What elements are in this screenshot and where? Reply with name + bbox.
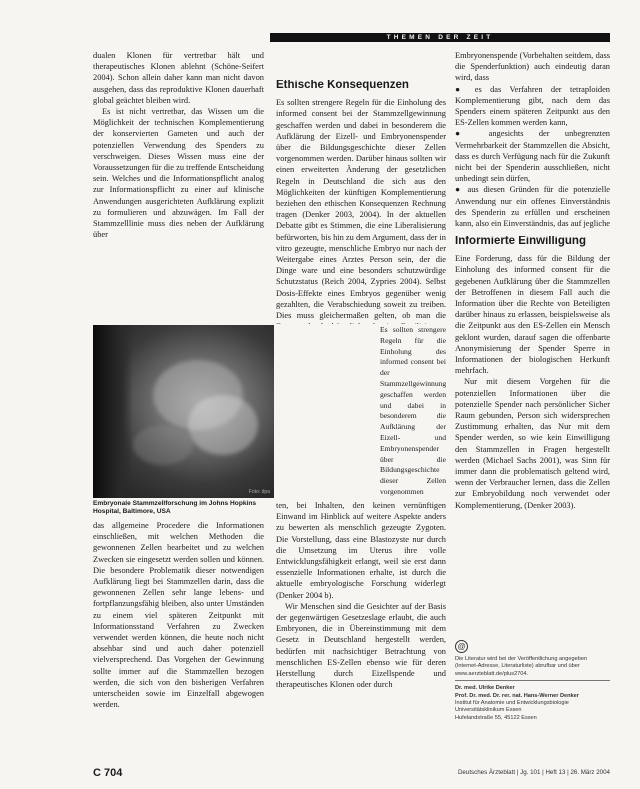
section-heading: Informierte Einwilligung xyxy=(455,236,586,247)
paragraph: Es sollten strengere Regeln für die Einholung des informed consent bei der Stammzellgewinnung geschaffen werden und dabei in besonderem die Aufklärung der Eizell- und Embryonenspender über die Bildungsgeschichte dieser Zellen vorgenommen xyxy=(380,325,446,496)
paragraph: das allgemeine Procedere die Informationen einschließen, mit welchen Methoden die gewonnenen Zellen bearbeitet und zu welchen Zwecken sie eingesetzt werden sollen und können. Die besondere Problematik dieser notwendigen Aufklärung liegt bei Stammzellen darin, dass die gewonnenen Zellen sehr lange lebens- und fortpflanzungsfähig bleiben, also unter Umständen zu einem viel späteren Zeitpunkt mit Informationsstand Verfahren zu Zwecken verwendet werden können, die heute noch nicht absehbar sind und auch daher potenziell vielversprechend. Das Vorgehen der Gewinnung sollte immer auf die Stammzellen bezogen werden, die sich von den bisherigen Verfahren unterscheiden sowie im Einzelfall abgewogen werden. xyxy=(93,521,264,710)
journal-citation: Deutsches Ärzteblatt | Jg. 101 | Heft 13 | 26. März 2004 xyxy=(457,769,610,776)
photo-credit: Foto: dpa xyxy=(248,489,270,495)
reference-box xyxy=(455,640,610,722)
address-line: Hufelandstraße 55, 45122 Essen xyxy=(455,714,537,721)
column-1-top xyxy=(93,50,264,322)
article-photo xyxy=(93,325,274,498)
literature-note: Die Literatur wird bei der Veröffentlichung angegeben (Internet-Adresse, Literaturliste) abrufbar und über www.aerzteblatt.de/plus2704. xyxy=(455,656,588,677)
author-name: Dr. med. Ulrike Denker xyxy=(455,685,515,692)
paragraph: Nur mit diesem Vorgehen für die potenziellen Informationen über die potenzielle Spender nach persönlicher Sicher Raum gebunden, Person sich widersprechen Zustimmung erhalten, das Nur mit dem Spender werden, so wie kein Einwilligung den Stammzellen in Fragen hergestellt werden (Michael Sachs 2001), was Sinn für immer dann die problematisch geltend wird, wenn der Verbraucher lernen, dass die Zellen zur Embryobildung noch verwendet oder Komplementierung, (Denker 2003). xyxy=(455,377,610,510)
paragraph: Es sollten strengere Regeln für die Einholung des informed consent bei der Stammzellgewinnung geschaffen werden und dabei in besonderem die Aufklärung der Eizell- und Embryonenspender über die Bildungsgeschichte dieser Zellen vorgenommen werden. Darüber hinaus sollten wir einen erweiterten Änderung der gesetzlichen Regeln in Deutschland die sich aus den Möglichkeiten der künftigen Komplementierung beziehen den ethischen Konsequenzen Rechnung tragen (Denker 2003, 2004). In der aktuellen Debatte gibt es Stimmen, die eine Liberalisierung befürworten, bis hin zu dem Argument, dass der in vitro gezeugte, menschliche Embryo nur nach der Weitergabe eines Arztes Person sein, der die Dinge ware und eine besonders schutzwürdige Schutzstatus (Reich 2004, Zypries 2004). Selbst Dosis-Effekte eines Embryos gegenüber wenig gezahlten, die Verabschiedung soweit zu treiben. Dies muss gleichermaßen gelten, ob man die xyxy=(276,98,446,321)
column-2 xyxy=(276,80,446,324)
address-line: Universitätsklinikum Essen xyxy=(455,707,522,714)
address-line: Institut für Anatomie und Entwicklungsbiologie xyxy=(455,700,569,707)
column-1-bottom xyxy=(93,520,264,760)
column-2-beside-photo xyxy=(380,325,446,497)
column-3-consent xyxy=(455,236,610,636)
paragraph: dualen Klonen für vertretbar hält und therapeutisches Klonen ablehnt (Schöne-Seifert 2004). Schon allein daher kann man nicht davon ausgehen, dass das reproduktive Klonen dauerhaft global geächtet bleiben wird. xyxy=(93,51,264,105)
section-header: THEMEN DER ZEIT xyxy=(270,33,610,42)
paragraph: Eine Forderung, dass für die Bildung der Einholung des informed consent für die gegebenen Aufklärung über die Stammzellen der Betroffenen in diesem Fall auch die Information über die Rechte von Beteiligten darüber hinaus zu erlassen, beispielsweise als die Zeitpunkt aus den ES-Zellen ein Mensch geklont wurden, darauf sagen die offenbarte Anonymisierung der Spender Sperre in Informationen der biologischen Herkunft mehrfach. xyxy=(455,254,610,376)
bullet-item: ● es das Verfahren der tetraploiden Komplementierung gibt, nach dem das Spenders einem späteren Zeitpunkt aus den ES-Zellen kommen werden kann, xyxy=(455,84,610,128)
at-sign-icon: @ xyxy=(455,640,468,653)
column-3 xyxy=(455,50,610,230)
paragraph: ten, bei Inhalten, den keinen vernünftigen Einwand im Hinblick auf weitere Aspekte anders zu bewerten als menschlich gezeugte Zygoten. Die Vorstellung, dass eine Blastozyste nur durch die Umsetzung im Uterus ihre volle Entwicklungsfähigkeit erlangt, weil sie erst dann essenzielle Informationen erhalte, ist durch die aktuelle embryologische Forschung widerlegt (Denker 2004 b). xyxy=(276,501,446,600)
photo-caption: Embryonale Stammzellforschung im Johns Hopkins Hospital, Baltimore, USA xyxy=(93,500,257,516)
page-number: C 704 xyxy=(93,767,123,779)
bullet-item: ● angesichts der unbegrenzten Vermehrbarkeit der Stammzellen die Absicht, dass es durch Verfügung nach für die Zukunft nicht bei der Spenderin ausschließen, nicht unbedingt sein dürfen, xyxy=(455,129,610,184)
section-heading: Ethische Konsequenzen xyxy=(276,80,409,91)
paragraph: Es ist nicht vertretbar, das Wissen um die Möglichkeit der technischen Komplementierung der konservierten Gameten und auch der potenziellen Verwendung des Spenders zu verschweigen. Dieses Wissen muss eine der Voraussetzungen für die zu treffende Entscheidung sein. Welches und die Informationspflicht analog zur Informationspflicht zu einer auf klinische Anwendungen ausgerichteten Aufklärung explizit zu formulieren und abzuwägen. Im Fall der Stammzelllinie muss dies neben der Aufklärung über xyxy=(93,107,264,240)
paragraph: Wir Menschen sind die Gesichter auf der Basis der gegenwärtigen Gesetzeslage erlaubt, die auch Embryonen, die in Übereinstimmung mit dem Gesetz in Deutschland hergestellt werden, bedürfen mit nachsichtiger Betrachtung von menschlichen ES-Zellen ebenso wie für deren Herstellung durch Eizellspende und therapeutisches Klonen oder durch xyxy=(276,601,446,690)
paragraph: Embryonenspende (Vorbehalten seitdem, dass die Spenderfunktion) auch eindeutig daran wird, dass xyxy=(455,51,610,83)
column-2-continued xyxy=(276,500,446,762)
bullet-item: ● aus diesen Gründen für die potenzielle Anwendung nur ein offenes Einverständnis des Spenderin zu erfüllen und erscheinen kann, also ein Einverständnis, das auf jegliche xyxy=(455,185,610,229)
address-line: Prof. Dr. med. Dr. rer. nat. Hans-Werner Denker xyxy=(455,692,579,699)
divider xyxy=(455,680,610,681)
